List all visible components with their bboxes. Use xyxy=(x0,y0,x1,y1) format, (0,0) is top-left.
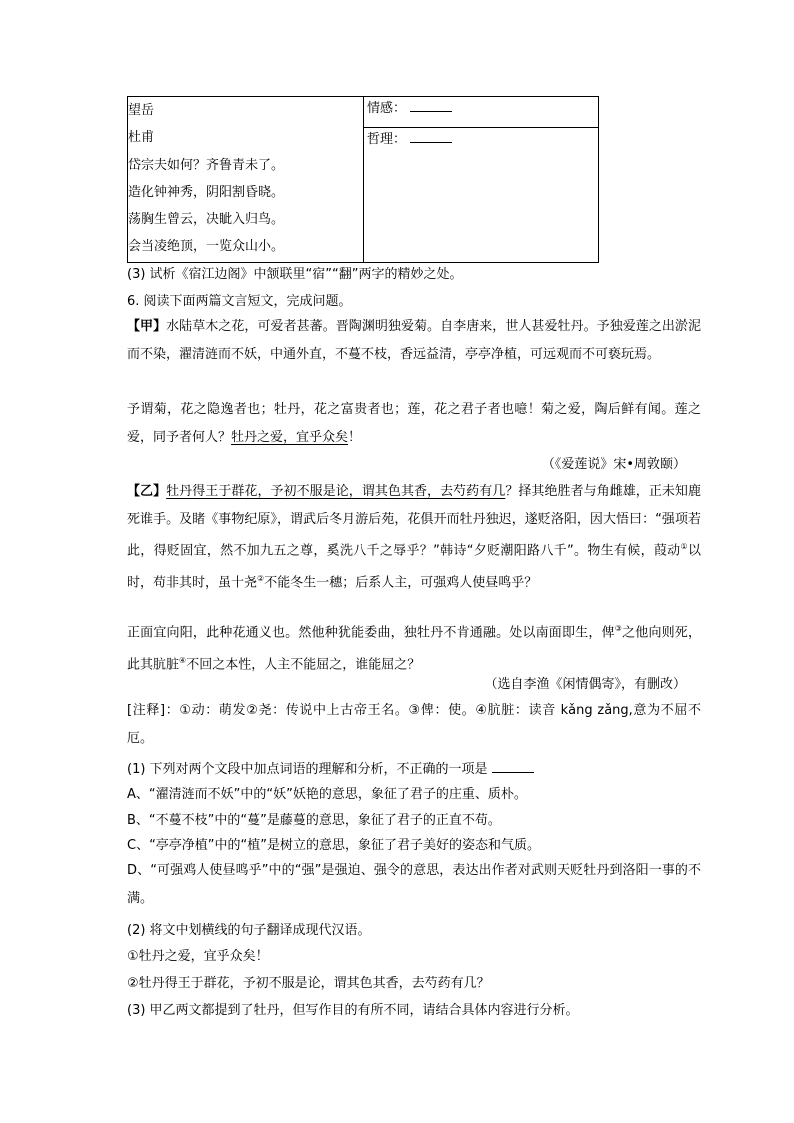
poem-line: 荡胸生曾云，决眦入归鸟。 xyxy=(128,212,285,228)
passage-jia-p2 xyxy=(127,396,701,451)
passage-jia-p2-end: ！ xyxy=(348,429,362,445)
footnote-mark: ④ xyxy=(179,655,187,665)
footnote-mark: ③ xyxy=(614,624,623,633)
philosophy-cell xyxy=(364,128,599,263)
philosophy-label: 哲理： xyxy=(367,132,407,147)
notes: [注释]：①动：萌发②尧：传说中上古帝王名。③俾：使。④肮脏：读音 kǎng zǎng,意为不屈不厄。 xyxy=(127,703,701,746)
passage-yi-text: 不回之本性，人主不能屈之，谁能屈之？ xyxy=(186,657,421,673)
passage-yi-text: 不能冬生一穗；后系人主，可强鸡人使昼鸣乎？ xyxy=(264,575,538,591)
translate-sentence-1: ①牡丹之爱，宜乎众矣！ xyxy=(127,949,269,964)
poem-line: 会当凌绝顶，一览众山小。 xyxy=(128,239,285,255)
question-3: (3) 甲乙两文都提到了牡丹，但写作目的有所不同，请结合具体内容进行分析。 xyxy=(127,1003,579,1018)
answer-blank[interactable] xyxy=(492,760,534,773)
passage-jia-p1 xyxy=(127,313,701,368)
poem-line: 杜甫 xyxy=(128,130,155,146)
footnote-mark: ① xyxy=(680,542,688,552)
question-3-prev: (3) 试析《宿江边阁》中颔联里“宿”“翻”两字的精妙之处。 xyxy=(127,267,463,282)
philosophy-blank[interactable] xyxy=(410,129,452,143)
poem-cell xyxy=(128,97,364,263)
underlined-sentence-1: 牡丹之爱，宜乎众矣 xyxy=(231,429,349,445)
emotion-cell xyxy=(364,97,599,128)
question-6-title: 6. 阅读下面两篇文言短文，完成问题。 xyxy=(127,294,352,309)
option-b: B、“不蔓不枝”中的“蔓”是藤蔓的意思，象征了君子的正直不苟。 xyxy=(127,813,501,828)
passage-tag-yi: 【乙】 xyxy=(127,484,167,499)
question-1-stem xyxy=(127,760,534,779)
passage-yi-text: 正面宜向阳，此种花通义也。然他种犹能委曲，独牡丹不肯通融。处以南面即生，俾 xyxy=(127,625,615,641)
poem-line: 望岳 xyxy=(128,103,155,118)
underlined-sentence-2: 牡丹得王于群花，予初不服是论，谓其色其香，去芍药有几 xyxy=(166,484,506,499)
footnote-mark: ② xyxy=(257,574,265,584)
poem-line: 岱宗夫如何？齐鲁青未了。 xyxy=(128,157,285,173)
option-d: D、“可强鸡人使昼鸣乎”中的“强”是强迫、强令的意思，表达出作者对武则天贬牡丹到洛阳一事的不满。 xyxy=(127,863,701,906)
option-a: A、“濯清涟而不妖”中的“妖”妖艳的意思，象征了君子的庄重、质朴。 xyxy=(127,787,527,802)
question-2-stem: (2) 将文中划横线的句子翻译成现代汉语。 xyxy=(127,923,371,938)
passage-yi-text: 之他向则死，此其肮脏 xyxy=(127,625,701,673)
source-jia: （《爱莲说》宋•周敦颐） xyxy=(541,457,686,472)
source-yi: （选自李渔《闲情偶寄》，有删改） xyxy=(484,677,686,692)
emotion-blank[interactable] xyxy=(410,98,452,112)
translate-sentence-2: ②牡丹得王于群花，予初不服是论，谓其色其香，去芍药有几？ xyxy=(127,976,490,991)
poem-table xyxy=(127,96,599,263)
passage-tag-jia: 【甲】 xyxy=(127,319,167,334)
passage-jia-p2-text: 予谓菊，花之隐逸者也；牡丹，花之富贵者也；莲，花之君子者也噫！菊之爱，陶后鲜有闻。莲之爱，同予者何人？ xyxy=(127,402,701,445)
passage-yi-text: 以时，苟非其时，虽十尧 xyxy=(127,543,701,591)
poem-line: 造化钟神秀，阴阳割昏晓。 xyxy=(128,184,285,200)
emotion-label: 情感： xyxy=(367,101,407,116)
option-c: C、“亭亭净植”中的“植”是树立的意思，象征了君子美好的姿态和气质。 xyxy=(127,838,541,853)
passage-yi-text: ？择其绝胜者与角雌雄，正未知鹿死谁手。及睹《事物纪原》，谓武后冬月游后苑，花俱开而牡丹独迟，遂贬洛阳，因大悟曰：“强项若此，得贬固宜，然不加九五之尊，奚洗八千之辱乎？”韩诗“夕贬潮阳路八千”。物生有候，葭动 xyxy=(127,484,701,559)
question-1-text: (1) 下列对两个文段中加点词语的理解和分析，不正确的一项是 xyxy=(127,762,488,777)
passage-jia-text: 水陆草木之花，可爱者甚蕃。晋陶渊明独爱菊。自李唐来，世人甚爱牡丹。予独爱莲之出淤泥而不染，濯清涟而不妖，中通外直，不蔓不枝，香远益清，亭亭净植，可远观而不可亵玩焉。 xyxy=(127,319,701,362)
passage-yi-p1 xyxy=(127,478,701,597)
passage-yi-p2 xyxy=(127,615,701,679)
